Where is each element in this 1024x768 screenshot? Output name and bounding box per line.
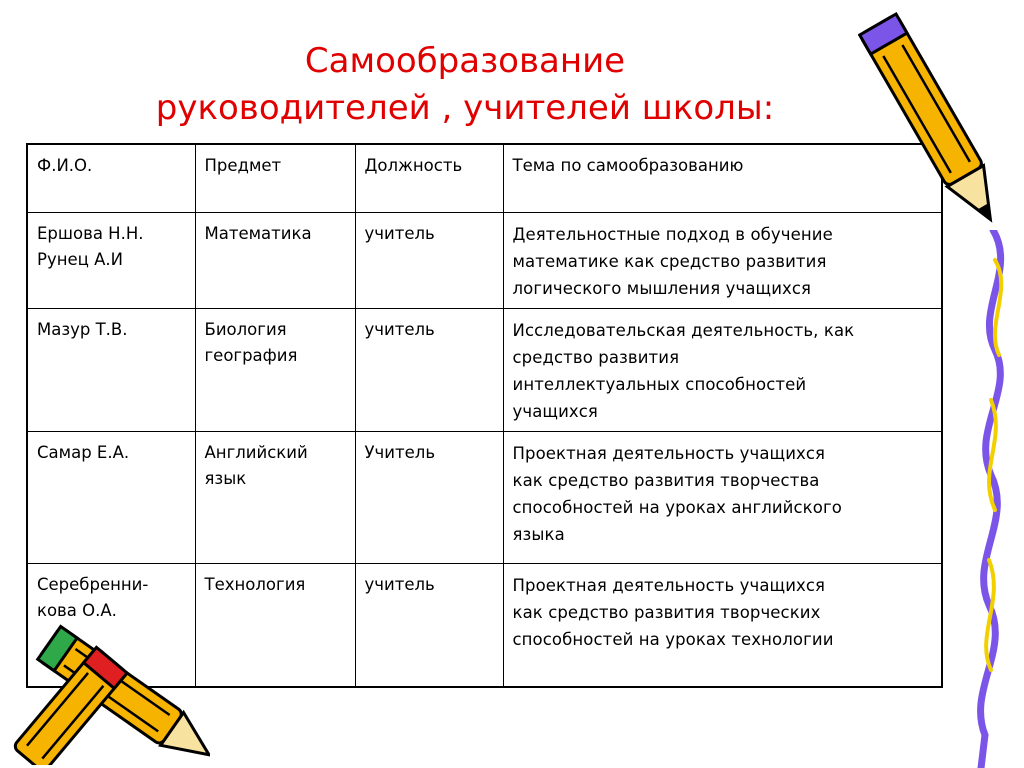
ribbon-icon [955,230,1024,768]
cell-name [27,431,195,563]
topic-line: языка [512,524,565,544]
header-topic: Тема по самообразованию [503,144,942,212]
topic-line: логического мышления учащихся [512,278,812,298]
header-fio: Ф.И.О. [27,144,195,212]
name-line: Мазур Т.В. [37,319,128,339]
subject-line: Математика [204,223,312,243]
topic-line: Проектная деятельность учащихся [512,575,826,595]
topic-line: способностей на уроках технологии [512,629,834,649]
topic-line: средство развития [512,347,680,367]
title-line-2: руководителей , учителей школы: [155,88,775,128]
cell-position: Учитель [355,431,503,563]
name-line: Самар Е.А. [37,442,130,462]
topic-line: способностей на уроках английского [512,497,842,517]
crossed-pencils-icon [0,615,210,765]
topic-line: как средство развития творческих [512,602,821,622]
cell-position: учитель [355,308,503,431]
name-line: Рунец А.И [37,249,124,269]
topic-line: математике как средство развития [512,251,827,271]
subject-line: география [204,345,298,365]
self-education-table [26,143,943,688]
pencil-icon [858,0,1008,245]
topic-line: как средство развития творчества [512,470,820,490]
table-header-row [27,144,942,212]
name-line: Ершова Н.Н. [37,223,144,243]
subject-line: язык [204,468,247,488]
topic-line: интеллектуальных способностей [512,374,807,394]
cell-topic [503,308,942,431]
cell-subject [195,308,355,431]
cell-name [27,308,195,431]
subject-line: Биология [204,319,287,339]
cell-subject [195,212,355,308]
topic-line: учащихся [512,401,598,421]
title-line-1: Самообразование [304,41,626,81]
name-line: Серебренни- [37,574,149,594]
name-line: кова О.А. [37,600,117,620]
cell-position: учитель [355,563,503,687]
topic-line: Исследовательская деятельность, как [512,320,855,340]
slide-title [0,38,930,132]
table-row [27,431,942,563]
subject-line: Технология [204,574,306,594]
cell-name [27,212,195,308]
cell-subject [195,431,355,563]
cell-position: учитель [355,212,503,308]
header-position: Должность [355,144,503,212]
header-subject: Предмет [195,144,355,212]
topic-line: Проектная деятельность учащихся [512,443,826,463]
cell-subject [195,563,355,687]
cell-topic [503,431,942,563]
table-row [27,212,942,308]
topic-line: Деятельностные подход в обучение [512,224,833,244]
subject-line: Английский [204,442,308,462]
cell-topic [503,563,942,687]
table-row [27,308,942,431]
